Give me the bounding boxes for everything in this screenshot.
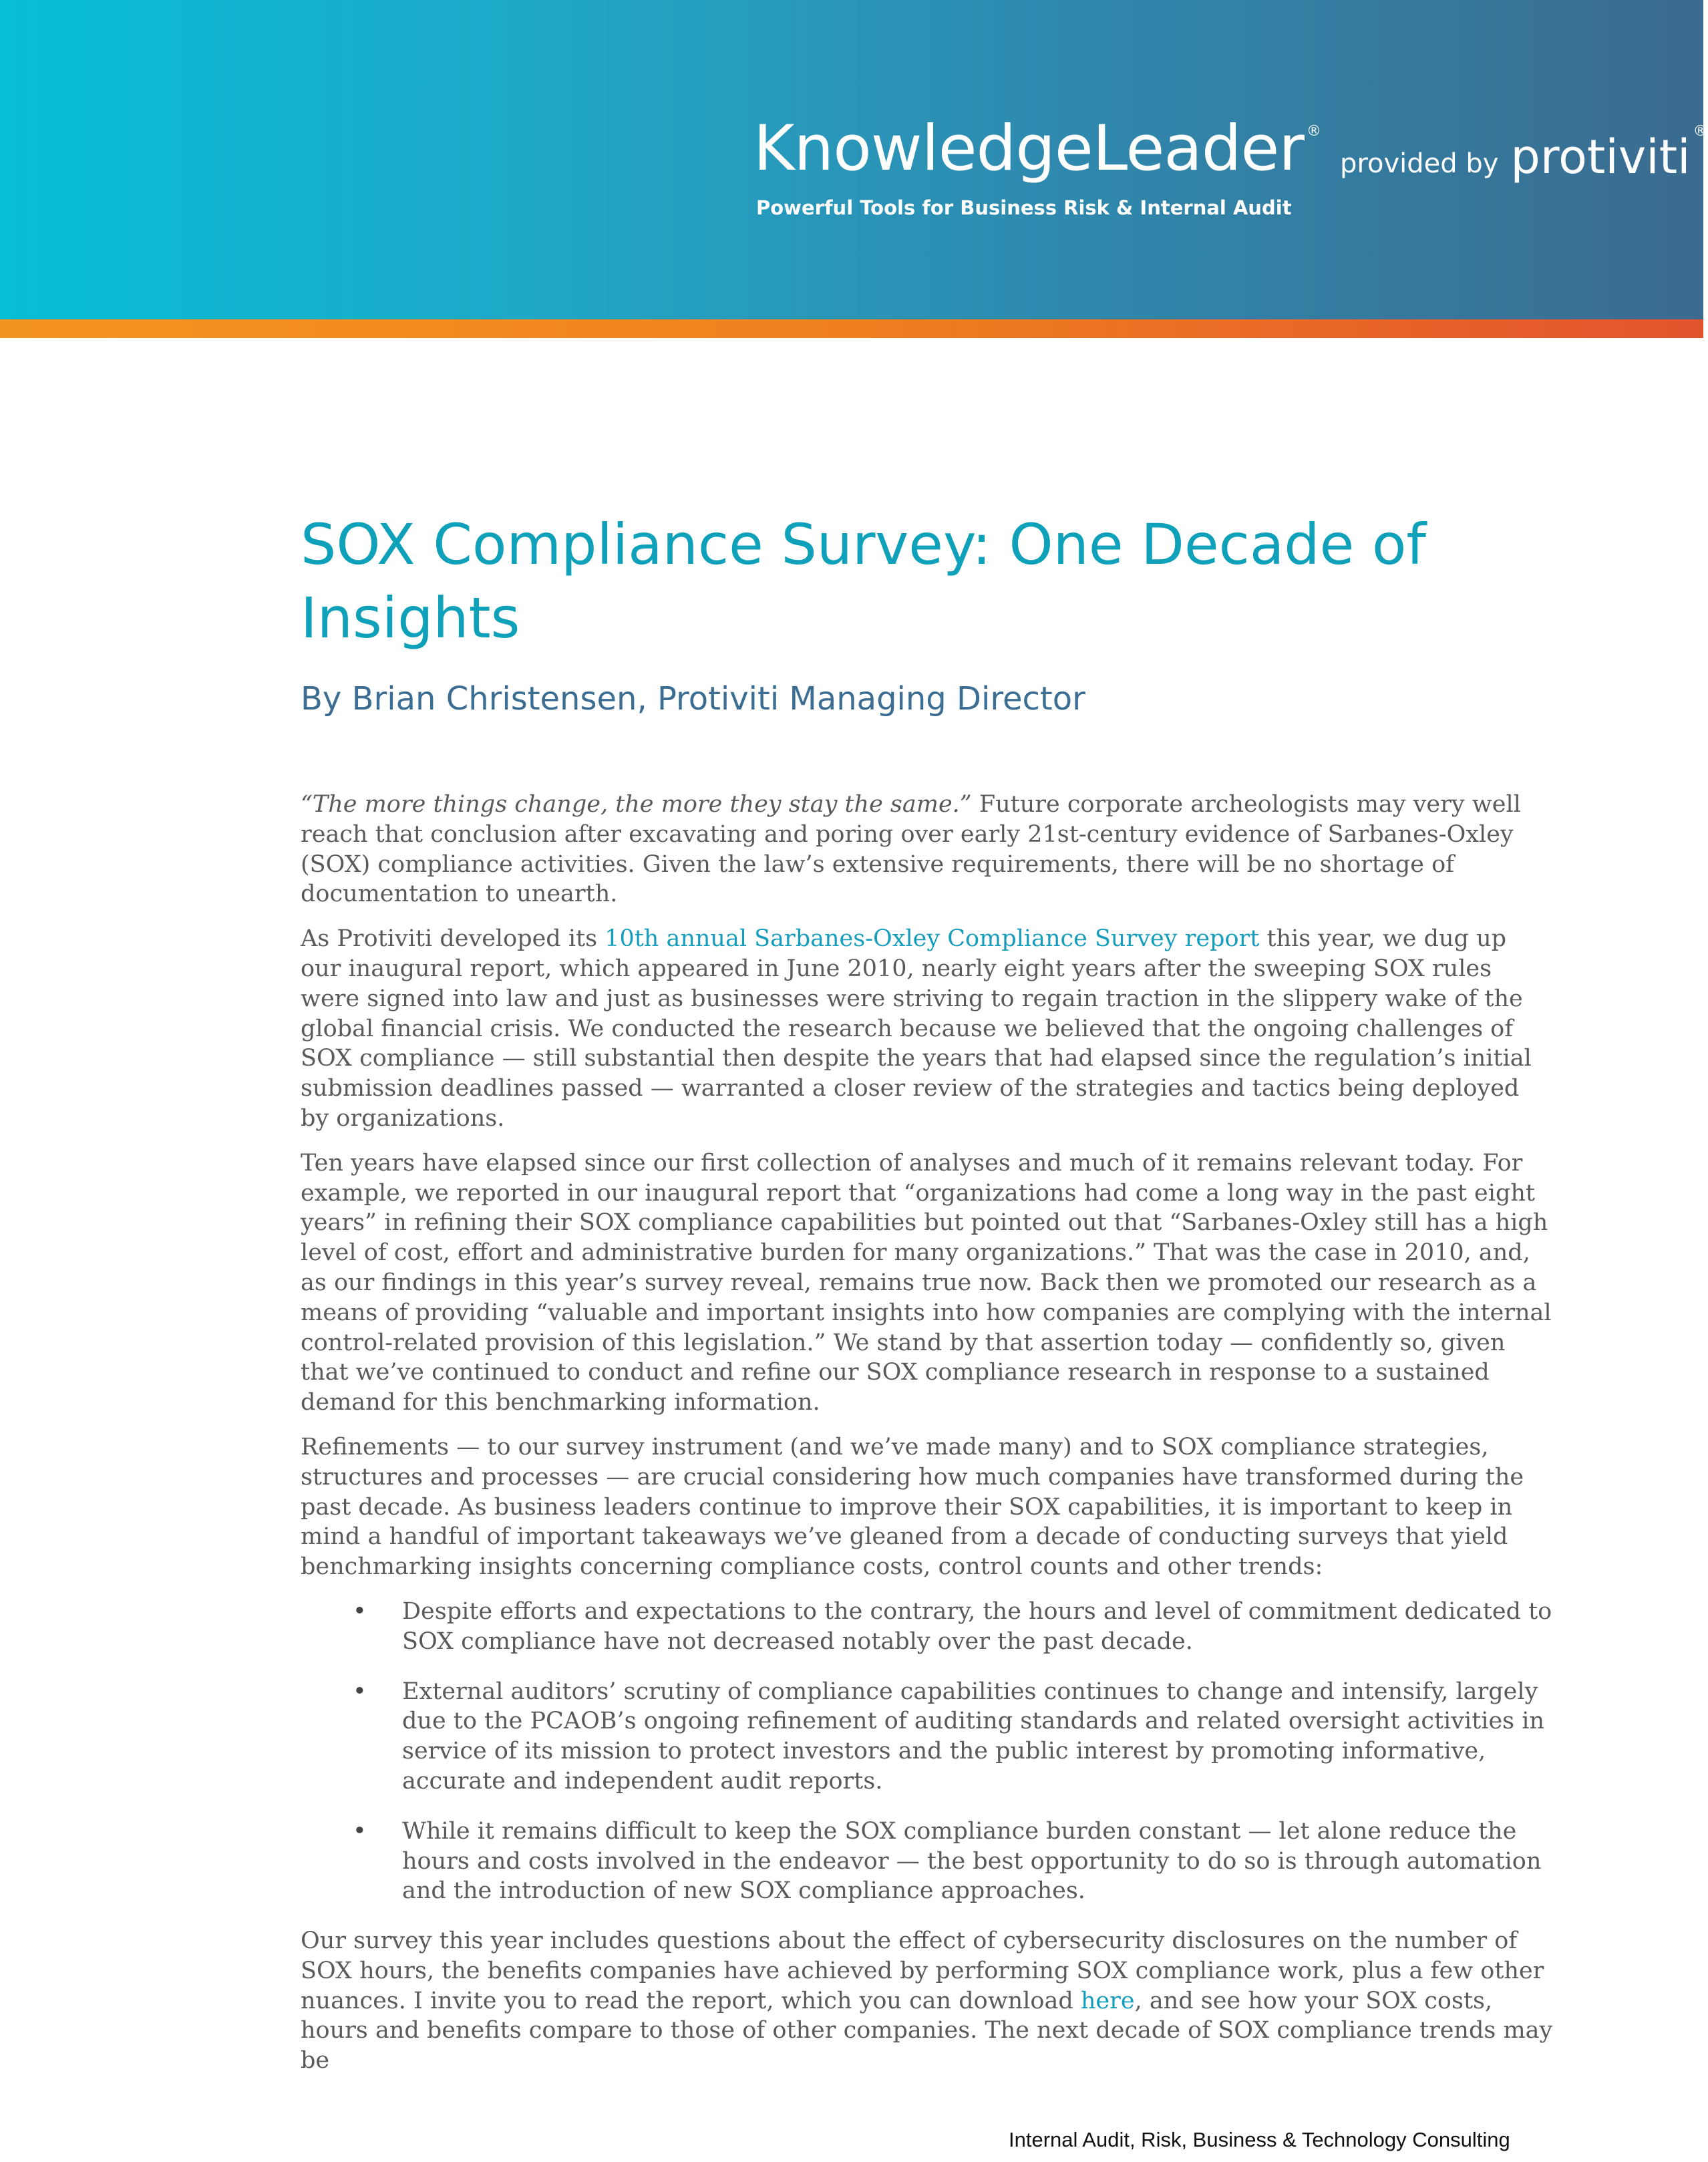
bullet-icon: •: [353, 1817, 367, 1845]
paragraph-5: [301, 1926, 1553, 2076]
brand-name: KnowledgeLeader: [753, 112, 1305, 185]
header-banner: [0, 0, 1708, 319]
paragraph-1-text: Future corporate archeologists may very well reach that conclusion after excavating and poring over early 21st-century evidence of Sarbanes-Oxley (SOX) compliance activities. Given the law’s extensive requirements, there will be no shortage of documentation to unearth.: [301, 791, 1521, 908]
logo-row: [753, 112, 1708, 185]
protiviti-wordmark: protiviti: [1510, 130, 1691, 184]
list-item: [353, 1677, 1553, 1797]
paragraph-2-lead: As Protiviti developed its: [301, 925, 605, 953]
takeaways-list: [301, 1597, 1553, 1906]
orange-accent-stripe: [0, 319, 1703, 338]
survey-report-link[interactable]: 10th annual Sarbanes-Oxley Compliance Survey report: [605, 925, 1260, 953]
list-item-text: Despite efforts and expectations to the contrary, the hours and level of commitment dedicated to SOX compliance have not decreased notably over the past decade.: [402, 1597, 1552, 1655]
paragraph-2: [301, 924, 1553, 1134]
list-item: [353, 1597, 1553, 1657]
partner-registered-mark: ®: [1693, 123, 1708, 140]
paragraph-5-lead: Our survey this year includes questions about the effect of cybersecurity disclosures on the number of SOX hours, the benefits companies have achieved by performing SOX compliance work, plus a few other nuances. I invite you to read the report, which you can download: [301, 1927, 1544, 2014]
provided-by-text: provided by: [1340, 148, 1499, 179]
paragraph-2-text: this year, we dug up our inaugural report, which appeared in June 2010, nearly eight years after the sweeping SOX rules were signed into law and just as businesses were striving to regain traction in the slippery wake of the global financial crisis. We conducted the research because we believed that the ongoing challenges of SOX compliance — still substantial then despite the years that had elapsed since the regulation’s initial submission deadlines passed — warranted a closer review of the strategies and tactics being deployed by organizations.: [301, 925, 1532, 1132]
bullet-icon: •: [353, 1597, 367, 1625]
knowledgeleader-logo[interactable]: [753, 112, 1708, 219]
registered-mark: ®: [1307, 123, 1322, 140]
download-here-link[interactable]: here: [1080, 1987, 1135, 2014]
paragraph-3: Ten years have elapsed since our first collection of analyses and much of it remains relevant today. For example, we reported in our inaugural report that “organizations had come a long way in the past eight years” in refining their SOX compliance capabilities but pointed out that “Sarbanes-Oxley still has a high level of cost, effort and administrative burden for many organizations.” That was the case in 2010, and, as our findings in this year’s survey reveal, remains true now. Back then we promoted our research as a means of providing “valuable and important insights into how companies are complying with the internal control-related provision of this legislation.” We stand by that assertion today — confidently so, given that we’ve continued to conduct and refine our SOX compliance research in response to a sustained demand for this benchmarking information.: [301, 1149, 1552, 1416]
opening-quote: “The more things change, the more they stay the same.”: [301, 791, 972, 818]
bullet-icon: •: [353, 1678, 367, 1705]
paragraph-1: [301, 790, 1553, 909]
paragraph-5-text: , and see how your SOX costs, hours and benefits compare to those of other companies. The next decade of SOX compliance trends may be: [301, 1987, 1553, 2074]
list-item-text: While it remains difficult to keep the SOX compliance burden constant — let alone reduce the hours and costs involved in the endeavor — the best opportunity to do so is through automation and the introduction of new SOX compliance approaches.: [402, 1817, 1542, 1905]
article: [301, 508, 1553, 2091]
list-item: [353, 1817, 1553, 1906]
footer-text: Internal Audit, Risk, Business & Technology Consulting: [1009, 2128, 1510, 2151]
list-item-text: External auditors’ scrutiny of compliance capabilities continues to change and intensify, largely due to the PCAOB’s ongoing refinement of auditing standards and related oversight activities in service of its mission to protect investors and the public interest by promoting informative, accurate and independent audit reports.: [402, 1678, 1544, 1795]
paragraph-4: Refinements — to our survey instrument (and we’ve made many) and to SOX compliance strategies, structures and processes — are crucial considering how much companies have transformed during the past decade. As business leaders continue to improve their SOX capabilities, it is important to keep in mind a handful of important takeaways we’ve gleaned from a decade of conducting surveys that yield benchmarking insights concerning compliance costs, control counts and other trends:: [301, 1433, 1524, 1581]
article-byline: By Brian Christensen, Protiviti Managing Director: [301, 680, 1085, 718]
article-body: [301, 790, 1553, 2076]
article-title: SOX Compliance Survey: One Decade of Insights: [301, 512, 1426, 651]
brand-tagline: Powerful Tools for Business Risk & Internal Audit: [756, 196, 1292, 219]
